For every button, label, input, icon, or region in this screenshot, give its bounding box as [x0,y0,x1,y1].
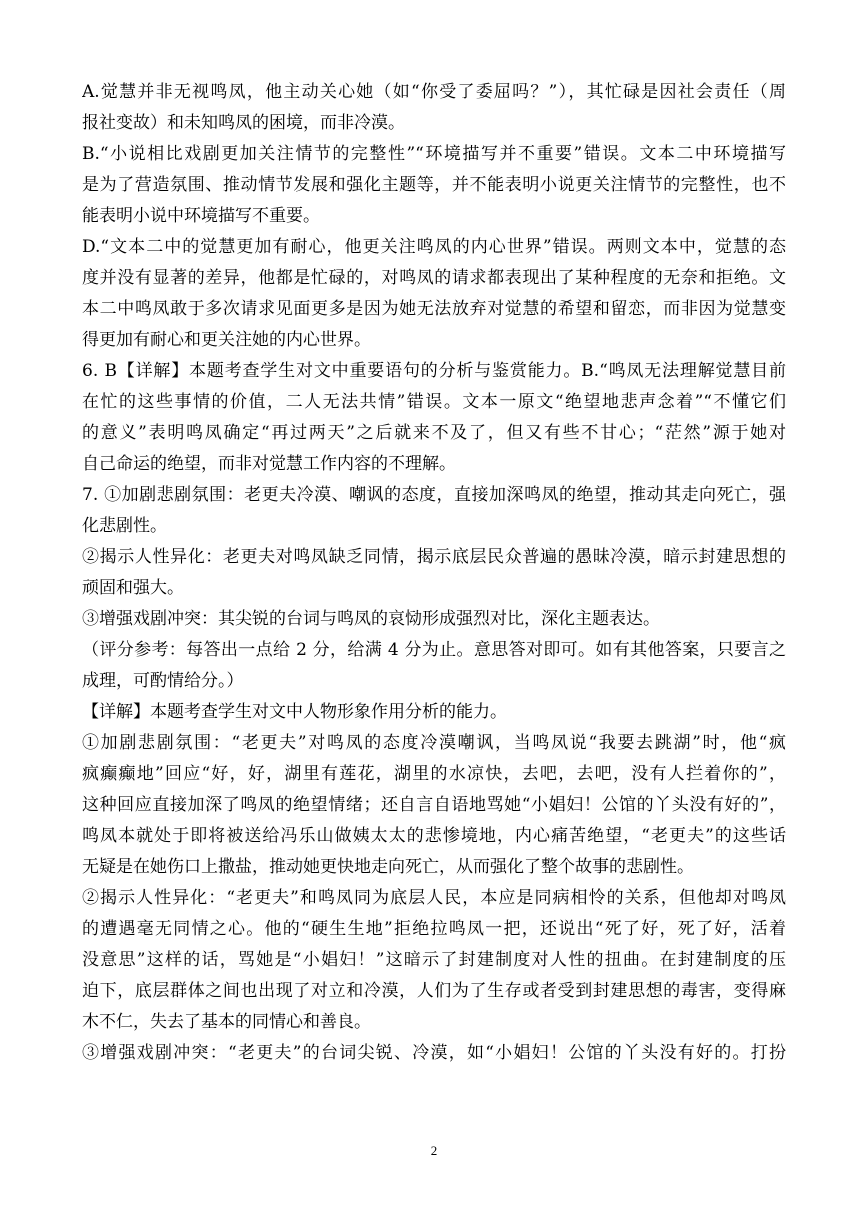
text-line: ③增强戏剧冲突：“老更夫”的台词尖锐、冷漠，如“小娼妇！公馆的丫头没有好的。打扮 [82,1043,786,1063]
text-line: ②揭示人性异化：“老更夫”和鸣凤同为底层人民，本应是同病相怜的关系，但他却对鸣凤 [82,888,786,908]
text-line: 能表明小说中环境描写不重要。 [82,206,320,226]
text-line: ③增强戏剧冲突：其尖锐的台词与鸣凤的哀恸形成强烈对比，深化主题表达。 [82,609,660,629]
text-line: B.“小说相比戏剧更加关注情节的完整性”“环境描写并不重要”错误。文本二中环境描写 [82,144,786,164]
text-line: （评分参考：每答出一点给 2 分，给满 4 分为止。意思答对即可。如有其他答案，只要言之 [82,640,786,660]
text-line: A.觉慧并非无视鸣凤，他主动关心她（如“你受了委屈吗？”），其忙碌是因社会责任（周 [82,82,786,102]
text-line: 的意义”表明鸣凤确定“再过两天”之后就来不及了，但又有些不甘心；“茫然”源于她对 [82,423,786,443]
text-line: 在忙的这些事情的价值，二人无法共情”错误。文本一原文“绝望地悲声念着”“不懂它们 [82,392,786,412]
text-line: 这种回应直接加深了鸣凤的绝望情绪；还自言自语地骂她“小娼妇！公馆的丫头没有好的”， [82,795,786,815]
text-line: 度并没有显著的差异，他都是忙碌的，对鸣凤的请求都表现出了某种程度的无奈和拒绝。文 [82,268,786,288]
document-body [82,77,786,1069]
text-line: 没意思”这样的话，骂她是“小娼妇！”这暗示了封建制度对人性的扭曲。在封建制度的压 [82,950,786,970]
text-line: 鸣凤本就处于即将被送给冯乐山做姨太太的悲惨境地，内心痛苦绝望，“老更夫”的这些话 [82,826,786,846]
text-line: ②揭示人性异化：老更夫对鸣凤缺乏同情，揭示底层民众普遍的愚昧冷漠，暗示封建思想的 [82,547,786,567]
text-line: 得更加有耐心和更关注她的内心世界。 [82,330,371,350]
page-number: 2 [430,1143,438,1158]
text-line: 化悲剧性。 [82,516,167,536]
text-line: 报社变故）和未知鸣凤的困境，而非冷漠。 [82,113,405,133]
text-line: 木不仁，失去了基本的同情心和善良。 [82,1012,371,1032]
text-line: 7. ①加剧悲剧氛围：老更夫冷漠、嘲讽的态度，直接加深鸣凤的绝望，推动其走向死亡，强 [82,485,786,505]
text-line: 成理，可酌情给分。） [82,671,244,691]
text-line: 6. B【详解】本题考查学生对文中重要语句的分析与鉴赏能力。B.“鸣凤无法理解觉慧目前 [82,361,786,381]
text-line: 顽固和强大。 [82,578,184,598]
text-line: 无疑是在她伤口上撒盐，推动她更快地走向死亡，从而强化了整个故事的悲剧性。 [82,857,694,877]
text-line: D.“文本二中的觉慧更加有耐心，他更关注鸣凤的内心世界”错误。两则文本中，觉慧的态 [82,237,786,257]
text-line: 自己命运的绝望，而非对觉慧工作内容的不理解。 [82,454,456,474]
text-line: 【详解】本题考查学生对文中人物形象作用分析的能力。 [82,702,507,722]
text-line: 疯癫癫地”回应“好，好，湖里有莲花，湖里的水凉快，去吧，去吧，没有人拦着你的”， [82,764,786,784]
text-line: ①加剧悲剧氛围：“老更夫”对鸣凤的态度冷漠嘲讽，当鸣凤说“我要去跳湖”时，他“疯 [82,733,786,753]
text-line: 是为了营造氛围、推动情节发展和强化主题等，并不能表明小说更关注情节的完整性，也不 [82,175,786,195]
text-line: 的遭遇毫无同情之心。他的“硬生生地”拒绝拉鸣凤一把，还说出“死了好，死了好，活着 [82,919,786,939]
text-line: 本二中鸣凤敢于多次请求见面更多是因为她无法放弃对觉慧的希望和留恋，而非因为觉慧变 [82,299,786,319]
text-line: 迫下，底层群体之间也出现了对立和冷漠，人们为了生存或者受到封建思想的毒害，变得麻 [82,981,786,1001]
